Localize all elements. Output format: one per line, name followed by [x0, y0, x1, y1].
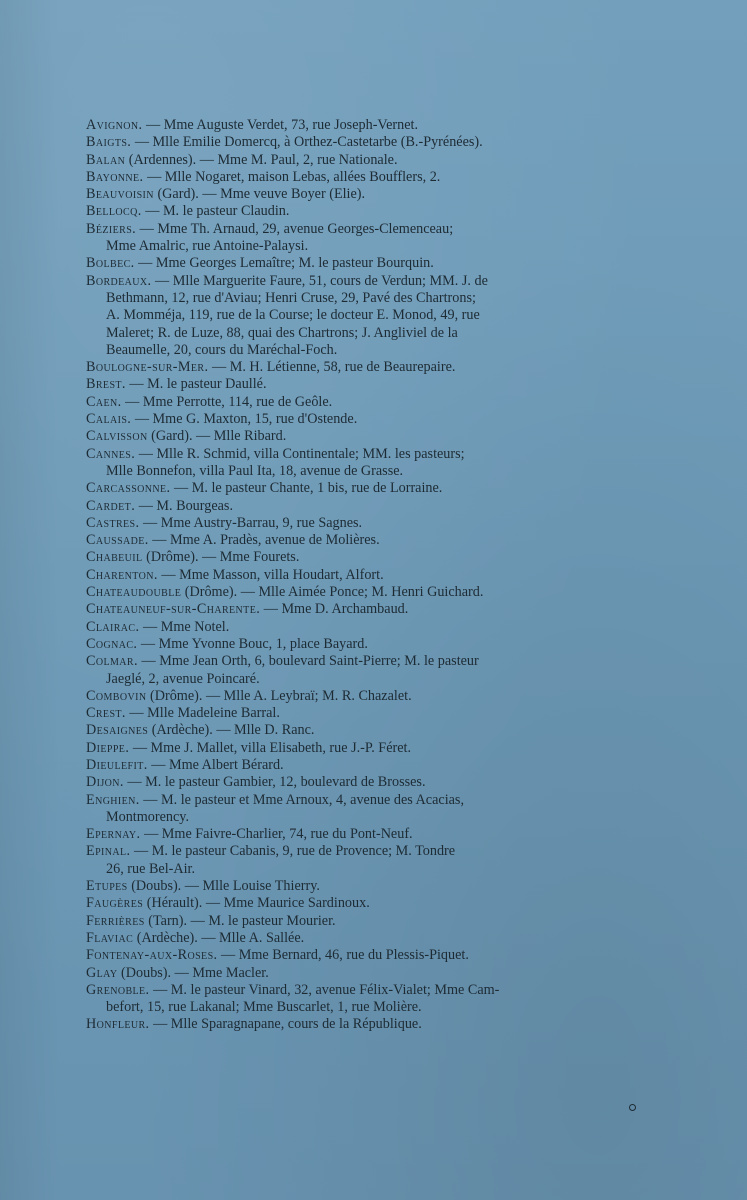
entry-text: — M. le pasteur Cabanis, 9, rue de Provence; M. Tondre [134, 843, 456, 860]
place-name: Dijon. [86, 774, 124, 791]
list-item [86, 826, 626, 843]
entry-text: — Mme Auguste Verdet, 73, rue Joseph-Vernet. [145, 117, 418, 133]
entry-text: — Mme Notel. [142, 618, 230, 635]
entry-text: — M. le pasteur Vinard, 32, avenue Félix-Vialet; Mme Cam- [153, 981, 500, 998]
place-name: Epinal. [86, 843, 131, 860]
page-shadow [0, 0, 60, 1200]
list-item-continuation [86, 671, 626, 688]
list-item [86, 636, 626, 653]
list-item [86, 221, 626, 238]
entry-text: (Hérault). — Mme Maurice Sardinoux. [146, 895, 370, 912]
list-item [86, 774, 626, 791]
entry-text: (Gard). — Mlle Ribard. [151, 428, 287, 445]
entry-text: — M. le pasteur et Mme Arnoux, 4, avenue des Acacias, [143, 791, 465, 808]
list-item-continuation [86, 999, 626, 1016]
entry-text: A. Momméja, 119, rue de la Course; le docteur E. Monod, 49, rue [106, 307, 480, 324]
entry-text: (Drôme). — Mlle Aimée Ponce; M. Henri Guichard. [184, 584, 484, 601]
entry-text: (Doubs). — Mme Macler. [121, 964, 269, 981]
entry-text: Bethmann, 12, rue d'Aviau; Henri Cruse, 29, Pavé des Chartrons; [106, 289, 476, 306]
place-name: Ferrières [86, 912, 145, 929]
list-item [86, 203, 626, 220]
entry-text: — Mme J. Mallet, villa Elisabeth, rue J.-P. Féret. [132, 739, 411, 756]
paper-mark [629, 1104, 636, 1111]
list-item [86, 152, 626, 169]
entry-text: (Gard). — Mme veuve Boyer (Elie). [157, 186, 366, 203]
place-name: Fontenay-aux-Roses. [86, 947, 218, 964]
place-name: Calvisson [86, 428, 148, 445]
place-name: Dieulefit. [86, 756, 148, 773]
entry-text: — M. Bourgeas. [138, 497, 234, 514]
entry-text: (Drôme). — Mlle A. Leybraï; M. R. Chazalet. [150, 687, 412, 704]
list-item [86, 134, 626, 151]
list-item-continuation [86, 290, 626, 307]
place-name: Enghien. [86, 791, 140, 808]
entry-text: — Mlle Madeleine Barral. [129, 705, 280, 722]
list-item [86, 619, 626, 636]
entry-text: — Mlle Emilie Domercq, à Orthez-Castetarbe (B.-Pyrénées). [134, 134, 483, 151]
list-item [86, 722, 626, 739]
place-name: Cardet. [86, 497, 136, 514]
list-item [86, 705, 626, 722]
list-item [86, 446, 626, 463]
place-name: Cognac. [86, 635, 138, 652]
list-item [86, 428, 626, 445]
list-item [86, 273, 626, 290]
entry-text: — M. le pasteur Daullé. [129, 376, 267, 393]
place-name: Chateaudouble [86, 584, 182, 601]
place-name: Brest. [86, 376, 126, 393]
list-item [86, 584, 626, 601]
place-name: Calais. [86, 411, 132, 428]
list-item [86, 394, 626, 411]
place-name: Avignon. [86, 117, 143, 133]
place-name: Epernay. [86, 826, 141, 843]
place-name: Dieppe. [86, 739, 130, 756]
place-name: Cannes. [86, 445, 136, 462]
list-item [86, 930, 626, 947]
entry-text: — Mme Faivre-Charlier, 74, rue du Pont-Neuf. [144, 826, 413, 843]
entry-text: Mlle Bonnefon, villa Paul Ita, 18, avenue de Grasse. [106, 462, 404, 479]
list-item [86, 601, 626, 618]
entry-text: — Mme G. Maxton, 15, rue d'Ostende. [134, 411, 358, 428]
list-item [86, 740, 626, 757]
entry-text: — Mme A. Pradès, avenue de Molières. [152, 532, 380, 549]
entry-text: Mme Amalric, rue Antoine-Palaysi. [106, 238, 309, 255]
entry-text: — Mlle Marguerite Faure, 51, cours de Verdun; MM. J. de [155, 272, 488, 289]
place-name: Carcassonne. [86, 480, 171, 497]
place-name: Honfleur. [86, 1016, 150, 1033]
entry-text: — Mme Georges Lemaître; M. le pasteur Bourquin. [138, 255, 434, 272]
place-name: Combovin [86, 687, 147, 704]
place-name: Colmar. [86, 653, 138, 670]
place-name: Castres. [86, 514, 140, 531]
place-name: Flaviac [86, 929, 134, 946]
place-name: Bellocq. [86, 203, 142, 220]
list-item [86, 117, 626, 134]
place-name: Crest. [86, 705, 126, 722]
entry-text: — Mlle R. Schmid, villa Continentale; MM. les pasteurs; [138, 445, 465, 462]
place-name: Glay [86, 964, 118, 981]
list-item-continuation [86, 809, 626, 826]
place-name: Caen. [86, 393, 122, 410]
entry-text: Beaumelle, 20, cours du Maréchal-Foch. [106, 341, 338, 358]
place-name: Bolbec. [86, 255, 135, 272]
entry-text: — M. le pasteur Claudin. [145, 203, 290, 220]
list-item [86, 169, 626, 186]
place-name: Beauvoisin [86, 186, 154, 203]
place-name: Balan [86, 151, 126, 168]
list-item [86, 895, 626, 912]
list-item [86, 965, 626, 982]
list-item-continuation [86, 463, 626, 480]
entry-text: 26, rue Bel-Air. [106, 860, 196, 877]
list-item [86, 653, 626, 670]
place-name: Chateauneuf-sur-Charente. [86, 601, 261, 618]
list-item-continuation [86, 307, 626, 324]
entry-text: — M. H. Létienne, 58, rue de Beaurepaire. [211, 359, 456, 376]
list-item [86, 843, 626, 860]
place-name: Grenoble. [86, 981, 150, 998]
place-name: Charenton. [86, 566, 158, 583]
list-item [86, 982, 626, 999]
list-item-continuation [86, 238, 626, 255]
entry-text: — Mme Perrotte, 114, rue de Geôle. [125, 393, 333, 410]
entry-text: — M. le pasteur Chante, 1 bis, rue de Lorraine. [174, 480, 443, 497]
list-item [86, 515, 626, 532]
entry-text: — Mme D. Archambaud. [263, 601, 409, 618]
entry-text: — Mlle Sparagnapane, cours de la République. [153, 1016, 422, 1033]
list-item-continuation [86, 342, 626, 359]
entry-text: — Mme Yvonne Bouc, 1, place Bayard. [140, 635, 368, 652]
list-item [86, 757, 626, 774]
list-item [86, 411, 626, 428]
place-name: Faugères [86, 895, 144, 912]
list-item [86, 878, 626, 895]
list-item [86, 792, 626, 809]
entry-text: — M. le pasteur Gambier, 12, boulevard de Brosses. [127, 774, 426, 791]
list-item [86, 498, 626, 515]
list-item [86, 376, 626, 393]
place-name: Baigts. [86, 134, 132, 151]
entry-text: — Mme Jean Orth, 6, boulevard Saint-Pierre; M. le pasteur [141, 653, 479, 670]
list-item [86, 913, 626, 930]
list-item-continuation [86, 325, 626, 342]
entry-text: Montmorency. [106, 808, 190, 825]
place-name: Boulogne-sur-Mer. [86, 359, 209, 376]
entry-text: (Tarn). — M. le pasteur Mourier. [148, 912, 336, 929]
entry-text: (Ardèche). — Mlle D. Ranc. [151, 722, 315, 739]
list-item [86, 359, 626, 376]
list-item [86, 947, 626, 964]
list-item [86, 688, 626, 705]
place-name: Clairac. [86, 618, 140, 635]
place-name: Chabeuil [86, 549, 143, 566]
place-name: Bayonne. [86, 168, 144, 185]
list-item [86, 480, 626, 497]
list-item [86, 255, 626, 272]
entry-text: (Ardennes). — Mme M. Paul, 2, rue Nationale. [128, 151, 398, 168]
place-name: Bordeaux. [86, 272, 152, 289]
entry-text: — Mme Austry-Barrau, 9, rue Sagnes. [143, 514, 363, 531]
list-item [86, 532, 626, 549]
entry-text: (Doubs). — Mlle Louise Thierry. [131, 878, 320, 895]
list-item [86, 567, 626, 584]
list-item [86, 186, 626, 203]
entry-text: (Ardèche). — Mlle A. Sallée. [136, 929, 305, 946]
entry-text: befort, 15, rue Lakanal; Mme Buscarlet, 1, rue Molière. [106, 999, 422, 1016]
place-name: Béziers. [86, 220, 137, 237]
address-list [86, 117, 626, 1034]
place-name: Desaignes [86, 722, 149, 739]
entry-text: — Mme Masson, villa Houdart, Alfort. [161, 566, 384, 583]
entry-text: (Drôme). — Mme Fourets. [146, 549, 300, 566]
list-item-continuation [86, 861, 626, 878]
entry-text: — Mme Albert Bérard. [151, 756, 284, 773]
place-name: Etupes [86, 878, 128, 895]
entry-text: — Mme Bernard, 46, rue du Plessis-Piquet. [221, 947, 469, 964]
entry-text: — Mme Th. Arnaud, 29, avenue Georges-Clemenceau; [139, 220, 454, 237]
list-item [86, 1016, 626, 1033]
entry-text: Jaeglé, 2, avenue Poincaré. [106, 670, 260, 687]
entry-text: — Mlle Nogaret, maison Lebas, allées Boufflers, 2. [147, 168, 441, 185]
list-item [86, 549, 626, 566]
entry-text: Maleret; R. de Luze, 88, quai des Chartrons; J. Angliviel de la [106, 324, 458, 341]
place-name: Caussade. [86, 532, 149, 549]
